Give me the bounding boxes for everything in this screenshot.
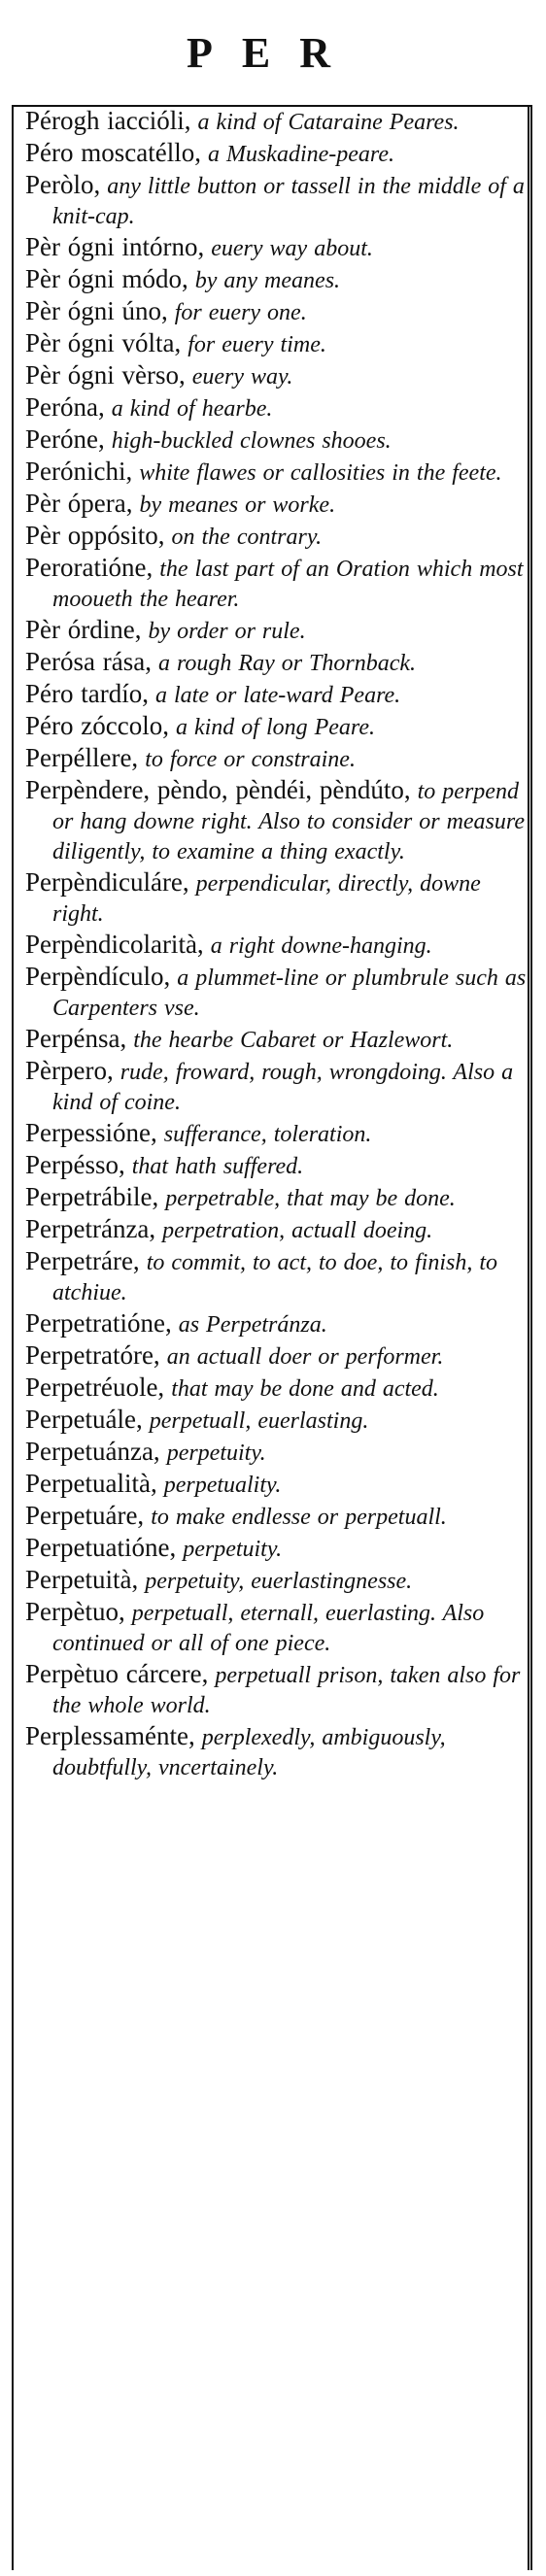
entry-headword: Peróne,	[25, 424, 105, 454]
dictionary-entry	[25, 1438, 530, 1468]
entry-definition: sufferance, toleration.	[156, 1122, 372, 1147]
entry-definition: for euery time.	[181, 332, 326, 357]
dictionary-entry	[25, 931, 530, 961]
dictionary-entry	[25, 1502, 530, 1532]
entry-definition: euery way.	[185, 364, 293, 390]
entry-headword: Perpetréuole,	[25, 1373, 165, 1402]
entry-definition: a plummet-line or plumbrule such as Carpenters vse.	[52, 966, 527, 1021]
dictionary-entry	[25, 680, 530, 710]
dictionary-entry	[25, 616, 530, 646]
dictionary-entry	[25, 1247, 530, 1307]
entry-definition: any little button or tassell in the middle of a knit-cap.	[52, 174, 525, 229]
entry-headword: Pèr ógni intórno,	[25, 232, 205, 261]
entry-definition: perpetuall prison, taken also for the whole world.	[52, 1663, 521, 1718]
entry-headword: Perpetuáre,	[25, 1501, 145, 1530]
dictionary-entry	[25, 963, 530, 1023]
entry-definition: perpetuity.	[159, 1441, 266, 1466]
entry-headword: Peróna,	[25, 392, 105, 422]
entry-headword: Perpetratióne,	[25, 1308, 172, 1338]
entry-definition: to force or constraine.	[138, 747, 356, 772]
entry-definition: a right downe-hanging.	[203, 933, 432, 959]
entry-definition: a kind of long Peare.	[168, 715, 376, 740]
entry-definition: perplexedly, ambiguously, doubtfully, vncertainely.	[52, 1725, 446, 1780]
entry-headword: Péro zóccolo,	[25, 711, 169, 740]
entry-definition: by meanes or worke.	[132, 492, 336, 518]
entry-headword: Perpessióne,	[25, 1118, 157, 1147]
dictionary-entry	[25, 107, 530, 137]
entry-headword: Perplessaménte,	[25, 1721, 195, 1750]
entry-definition: the last part of an Oration which most mooueth the hearer.	[52, 557, 524, 612]
entry-definition: as Perpetránza.	[171, 1312, 327, 1338]
entry-definition: for euery one.	[167, 300, 307, 325]
entry-definition: by order or rule.	[141, 619, 306, 644]
entry-headword: Pèr ópera,	[25, 489, 133, 518]
entry-headword: Perpetuità,	[25, 1565, 139, 1594]
entry-headword: Perpèndículo,	[25, 962, 171, 991]
entry-headword: Pèr ógni vólta,	[25, 328, 182, 357]
dictionary-entry	[25, 1119, 530, 1149]
entry-definition: a rough Ray or Thornback.	[151, 651, 417, 676]
dictionary-entry	[25, 171, 530, 231]
entry-headword: Perpètuo cárcere,	[25, 1659, 209, 1688]
dictionary-entry	[25, 1183, 530, 1213]
entry-headword: Perpèndere, pèndo, pèndéi, pèndúto,	[25, 775, 411, 804]
entry-headword: Perpètuo,	[25, 1597, 125, 1626]
entry-headword: Péro moscatéllo,	[25, 138, 201, 167]
entry-definition: rude, froward, rough, wrongdoing. Also a kind of coine.	[52, 1060, 514, 1115]
entry-headword: Pèrpero,	[25, 1056, 114, 1085]
dictionary-entry	[25, 1566, 530, 1596]
dictionary-entry	[25, 233, 530, 263]
dictionary-entry	[25, 522, 530, 552]
dictionary-entry	[25, 329, 530, 359]
entry-headword: Peròlo,	[25, 170, 101, 199]
entry-headword: Pèr oppósito,	[25, 521, 165, 550]
page-header: PER	[187, 29, 359, 77]
entry-definition: a late or late-ward Peare.	[148, 683, 401, 708]
dictionary-entry	[25, 1341, 530, 1372]
entry-definition: euery way about.	[204, 236, 373, 261]
entry-definition: a kind of Cataraine Peares.	[190, 110, 460, 135]
entry-definition: perpendicular, directly, downe right.	[52, 871, 481, 927]
dictionary-entry	[25, 1534, 530, 1564]
entry-headword: Perónichi,	[25, 457, 133, 486]
entry-headword: Perpèndicolarità,	[25, 930, 204, 959]
dictionary-entry	[25, 1470, 530, 1500]
dictionary-entry	[25, 554, 530, 614]
entry-definition: that hath suffered.	[124, 1154, 304, 1179]
entry-headword: Perpetrábile,	[25, 1182, 159, 1211]
entry-definition: to commit, to act, to doe, to finish, to atchiue.	[52, 1250, 497, 1305]
dictionary-entry	[25, 458, 530, 488]
dictionary-entry	[25, 1660, 530, 1720]
entry-headword: Perpetuatióne,	[25, 1533, 177, 1562]
dictionary-entry	[25, 1406, 530, 1436]
dictionary-entry	[25, 1722, 530, 1782]
entry-headword: Perpetuánza,	[25, 1437, 160, 1466]
entry-definition: perpetuality.	[156, 1473, 282, 1498]
dictionary-entry	[25, 297, 530, 327]
entry-list	[25, 107, 530, 1784]
dictionary-entry	[25, 265, 530, 295]
entry-headword: Perósa rása,	[25, 647, 152, 676]
entry-headword: Perpetuále,	[25, 1405, 143, 1434]
dictionary-entry	[25, 1025, 530, 1055]
entry-definition: an actuall doer or performer.	[159, 1344, 444, 1370]
dictionary-entry	[25, 139, 530, 169]
entry-definition: that may be done and acted.	[164, 1376, 439, 1402]
entry-definition: white flawes or callosities in the feete.	[132, 460, 502, 486]
entry-headword: Peroratióne,	[25, 553, 154, 582]
dictionary-entry	[25, 1598, 530, 1658]
dictionary-entry	[25, 1309, 530, 1339]
entry-definition: perpetuall, eternall, euerlasting. Also continued or all of one piece.	[52, 1601, 485, 1656]
entry-definition: to make endlesse or perpetuall.	[144, 1505, 447, 1530]
entry-headword: Péro tardío,	[25, 679, 149, 708]
entry-definition: by any meanes.	[188, 268, 341, 293]
entry-definition: the hearbe Cabaret or Hazlewort.	[126, 1028, 454, 1053]
dictionary-entry	[25, 1057, 530, 1117]
entry-definition: perpetuall, euerlasting.	[142, 1408, 369, 1434]
entry-headword: Perpetránza,	[25, 1214, 156, 1243]
entry-definition: perpetration, actuall doeing.	[155, 1218, 433, 1243]
entry-definition: perpetrable, that may be done.	[158, 1186, 456, 1211]
entry-definition: on the contrary.	[164, 525, 323, 550]
entry-headword: Perpénsa,	[25, 1024, 127, 1053]
dictionary-entry	[25, 1215, 530, 1245]
dictionary-entry	[25, 744, 530, 774]
dictionary-entry	[25, 1151, 530, 1181]
dictionary-entry	[25, 648, 530, 678]
entry-headword: Perpèndiculáre,	[25, 867, 189, 897]
entry-headword: Pèr ógni módo,	[25, 264, 188, 293]
entry-headword: Pérogh iaccióli,	[25, 106, 191, 135]
entry-headword: Perpéllere,	[25, 743, 139, 772]
dictionary-entry	[25, 776, 530, 866]
entry-headword: Perpésso,	[25, 1150, 125, 1179]
dictionary-entry	[25, 712, 530, 742]
dictionary-entry	[25, 361, 530, 391]
dictionary-entry	[25, 425, 530, 456]
dictionary-entry	[25, 393, 530, 424]
entry-definition: perpetuity.	[176, 1537, 283, 1562]
entry-headword: Pèr ógni úno,	[25, 296, 168, 325]
entry-headword: Pèr órdine,	[25, 615, 142, 644]
entry-definition: a Muskadine-peare.	[200, 142, 395, 167]
entry-headword: Perpetualità,	[25, 1469, 157, 1498]
entry-headword: Perpetratóre,	[25, 1340, 160, 1370]
dictionary-entry	[25, 1373, 530, 1404]
entry-definition: to perpend or hang downe right. Also to consider or measure diligently, to examine a thing exactly.	[52, 779, 525, 864]
dictionary-entry	[25, 490, 530, 520]
entry-definition: a kind of hearbe.	[104, 396, 273, 422]
entry-definition: perpetuity, euerlastingnesse.	[138, 1569, 413, 1594]
entry-definition: high-buckled clownes shooes.	[104, 428, 392, 454]
dictionary-entry	[25, 868, 530, 929]
entry-headword: Pèr ógni vèrso,	[25, 360, 186, 390]
entry-headword: Perpetráre,	[25, 1246, 140, 1275]
